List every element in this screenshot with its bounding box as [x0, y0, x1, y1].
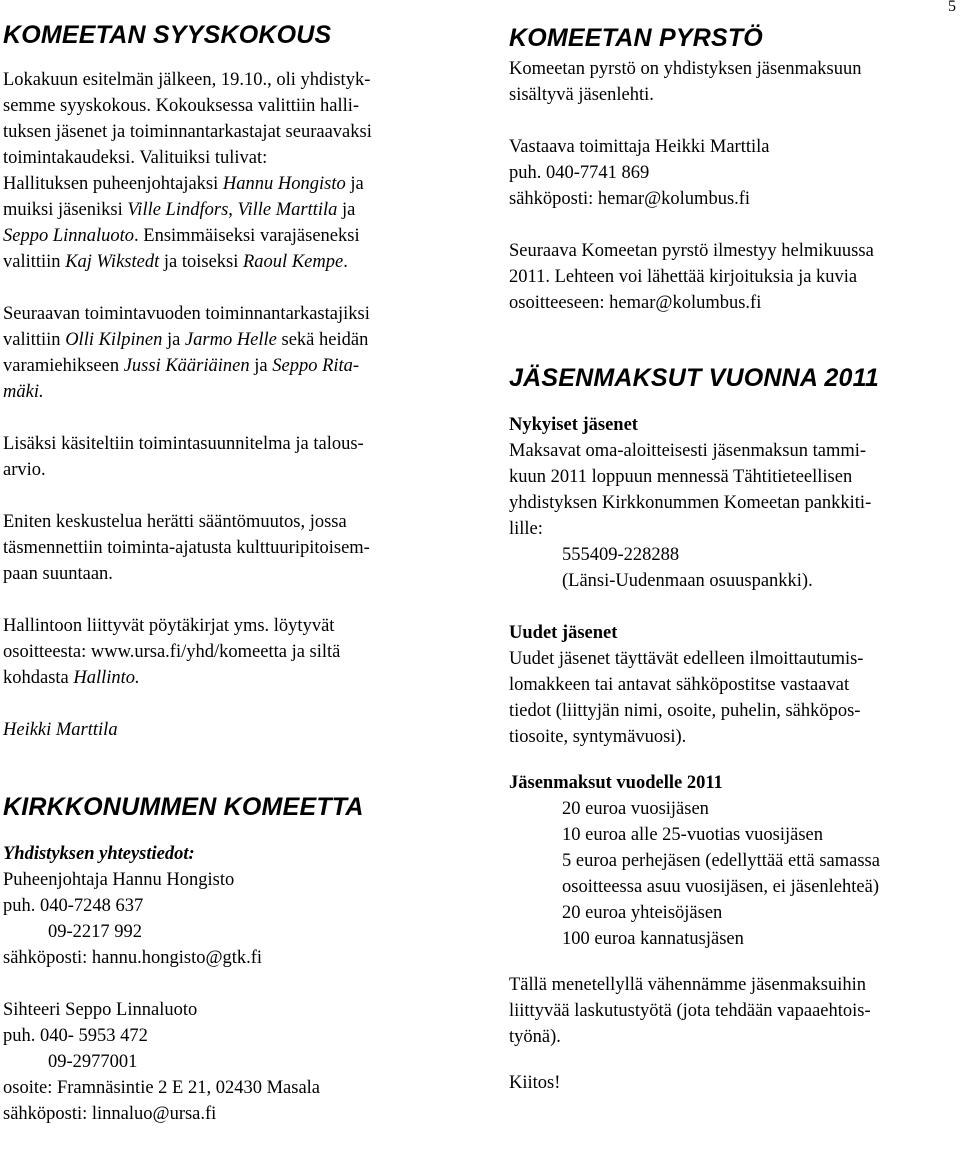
- paragraph-closing: Tällä menetellyllä vähennämme jäsenmaksuihin liittyvää laskutustyötä (jota tehdään vapaaehtois- työnä).: [509, 975, 871, 1047]
- name-seppo-linnaluoto: Seppo Linnaluoto: [3, 226, 135, 246]
- bank-account-number: 555409-228288: [562, 545, 680, 565]
- chair-contact: Puheenjohtaja Hannu Hongisto puh. 040-7248 637 09-2217 992 sähköposti: hannu.hongisto@gtk.fi: [3, 870, 263, 968]
- section-title-kirkkonummen-komeetta: KIRKKONUMMEN KOMEETTA: [3, 793, 364, 821]
- name-ville-lindfors: Ville Lindfors: [127, 200, 229, 220]
- new-members-heading: Uudet jäsenet: [509, 623, 618, 643]
- new-members-text: Uudet jäsenet täyttävät edelleen ilmoittautumis- lomakkeen tai antavat sähköpostitse vastaavat tiedot (liittyjän nimi, osoite, puhelin, sähköpos- tiosoite, syntymävuosi).: [509, 649, 864, 747]
- contacts-heading: Yhdistyksen yhteystiedot:: [3, 844, 195, 864]
- paragraph-newsletter-intro: Komeetan pyrstö on yhdistyksen jäsenmaksuun sisältyvä jäsenlehti.: [509, 59, 862, 105]
- editor-contact: Vastaava toimittaja Heikki Marttila puh. 040-7741 869 sähköposti: hemar@kolumbus.fi: [509, 137, 770, 209]
- right-column: [509, 0, 949, 1096]
- section-title-jasenmaksut: JÄSENMAKSUT VUONNA 2011: [509, 364, 879, 392]
- left-column: [3, 0, 465, 1127]
- signature: Heikki Marttila: [3, 720, 118, 740]
- section-title-pyrsto: KOMEETAN PYRSTÖ: [509, 24, 763, 52]
- paragraph-budget: Lisäksi käsiteltiin toimintasuunnitelma ja talous- arvio.: [3, 434, 364, 480]
- current-members-heading: Nykyiset jäsenet: [509, 415, 638, 435]
- name-ville-marttila: Ville Marttila: [237, 200, 338, 220]
- fees-list: 20 euroa vuosijäsen 10 euroa alle 25-vuotias vuosijäsen 5 euroa perhejäsen (edellyttää että samassa osoitteessa asuu vuosijäsen, ei jäsenlehteä) 20 euroa yhteisöjäsen 100 euroa kannatusjäsen: [562, 799, 880, 949]
- page-number: 5: [948, 0, 956, 15]
- section-title-syyskokous: KOMEETAN SYYSKOKOUS: [3, 21, 332, 49]
- paragraph-auditors: Seuraavan toimintavuoden toiminnantarkastajiksi valittiin Olli Kilpinen ja Jarmo Helle sekä heidän varamiehikseen Jussi Kääriäinen ja Seppo Rita- mäki.: [3, 304, 370, 402]
- name-raoul-kempe: Raoul Kempe: [243, 252, 344, 272]
- fees-heading: Jäsenmaksut vuodelle 2011: [509, 773, 723, 793]
- thanks: Kiitos!: [509, 1073, 561, 1093]
- name-kaj-wikstedt: Kaj Wikstedt: [65, 252, 160, 272]
- secretary-contact: Sihteeri Seppo Linnaluoto puh. 040- 5953 472 09-2977001 osoite: Framnäsintie 2 E 21, 02430 Masala sähköposti: linnaluo@ursa.fi: [3, 1000, 321, 1124]
- paragraph-next-issue: Seuraava Komeetan pyrstö ilmestyy helmikuussa 2011. Lehteen voi lähettää kirjoituksia ja kuvia osoitteeseen: hemar@kolumbus.fi: [509, 241, 874, 313]
- paragraph-minutes-link: Hallintoon liittyvät pöytäkirjat yms. löytyvät osoitteesta: www.ursa.fi/yhd/komeetta ja siltä kohdasta Hallinto.: [3, 616, 341, 688]
- paragraph-rules-change: Eniten keskustelua herätti sääntömuutos, jossa täsmennettiin toiminta-ajatusta kulttuuripitoisem- paan suuntaan.: [3, 512, 370, 584]
- current-members-text: Maksavat oma-aloitteisesti jäsenmaksun tammi- kuun 2011 loppuun mennessä Tähtitieteellisen yhdistyksen Kirkkonummen Komeetan pankkiti- lille: 555409-228288 (Länsi-Uudenmaan osuuspankki).: [509, 438, 949, 594]
- paragraph-meeting-intro: Lokakuun esitelmän jälkeen, 19.10., oli yhdistyk- semme syyskokous. Kokouksessa valittiin halli- tuksen jäsenet ja toiminnantarkastajat seuraavaksi toimintakaudeksi. Valituiksi tulivat: Hallituksen puheenjohtajaksi Hannu Hongisto ja muiksi jäseniksi Ville Lindfors, Ville Marttila ja Seppo Linnaluoto. Ensimmäiseksi varajäseneksi valittiin Kaj Wikstedt ja toiseksi Raoul Kempe.: [3, 70, 372, 272]
- name-hannu-hongisto: Hannu Hongisto: [222, 174, 346, 194]
